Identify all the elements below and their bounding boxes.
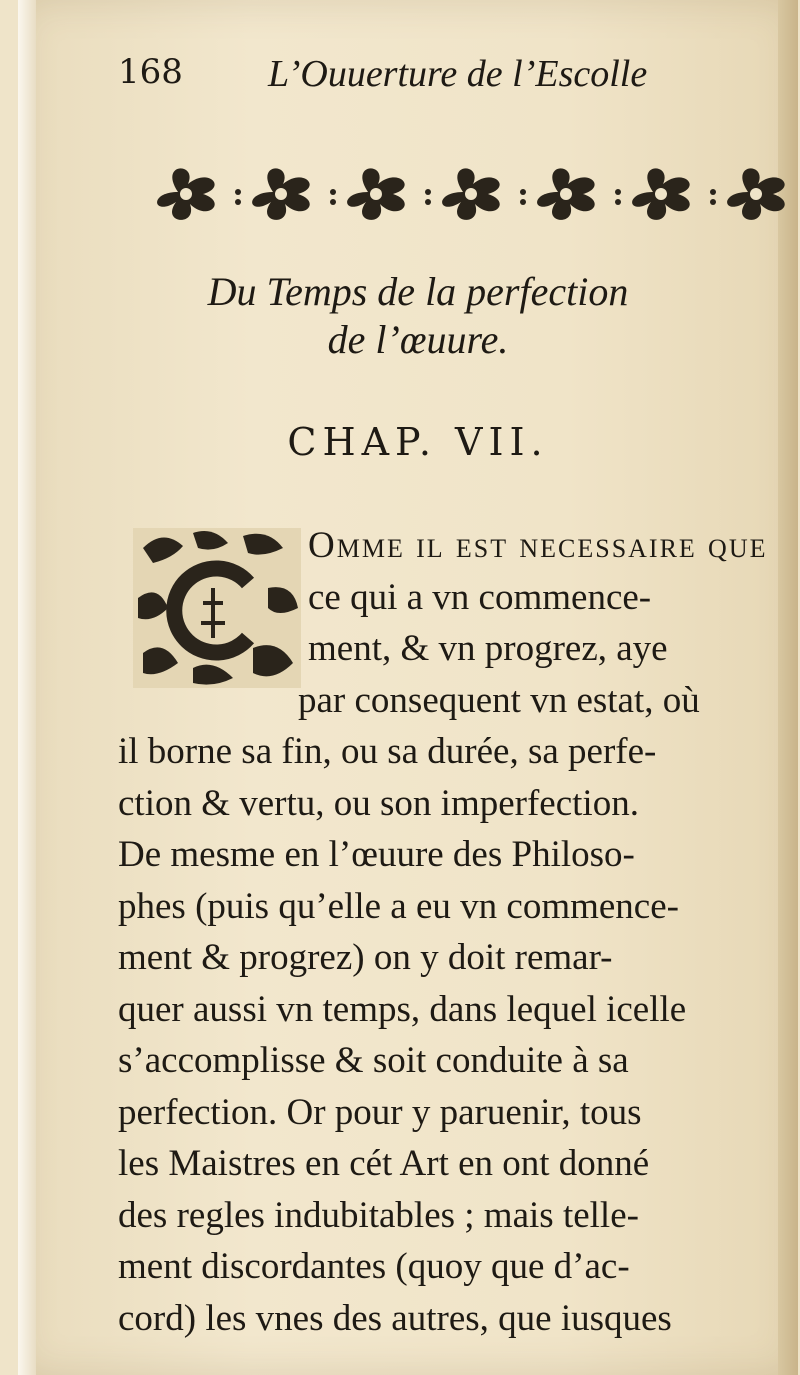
text-line: ction & vertu, ou son imperfection. [118, 782, 639, 824]
running-head: L’Ouuerture de l’Escolle [268, 53, 648, 95]
text-line: par consequent vn estat, où [298, 679, 700, 721]
text-line: phes (puis qu’elle a eu vn commence- [118, 885, 679, 927]
page-number: 168 [118, 52, 183, 92]
text-line: quer aussi vn temps, dans lequel icelle [118, 988, 687, 1030]
text-line: perfection. Or pour y paruenir, tous [118, 1091, 642, 1133]
fleuron-icon [632, 168, 690, 220]
text-line: ment, & vn progrez, aye [308, 628, 668, 669]
text-line: les Maistres en cét Art en ont donné [118, 1143, 650, 1184]
fleuron-icon [347, 168, 405, 220]
text-line: De mesme en l’œuure des Philoso- [118, 834, 635, 875]
book-page [18, 0, 798, 1375]
fleuron-icon [727, 168, 785, 220]
text-line: ment discordantes (quoy que d’ac- [118, 1246, 630, 1287]
page-header [118, 52, 718, 102]
title-line-1: Du Temps de la perfection [207, 269, 629, 314]
text-line: ce qui a vn commence- [308, 576, 652, 618]
text-line: des regles indubitables ; mais telle- [118, 1194, 639, 1236]
text-line: il borne sa fin, ou sa durée, sa perfe- [118, 731, 657, 772]
text-line: Omme il est necessaire que [308, 525, 768, 566]
title-line-2: de l’œuure. [327, 317, 509, 362]
chapter-heading: CHAP. VII. [287, 420, 549, 464]
text-line: ment & progrez) on y doit remar- [118, 937, 613, 978]
chapter-title [118, 268, 718, 364]
fleuron-icon [537, 168, 595, 220]
fleuron-icon [252, 168, 310, 220]
page-gutter [18, 0, 36, 1375]
body-text [118, 520, 786, 1344]
fleuron-icon [442, 168, 500, 220]
fleuron-icon [157, 168, 215, 220]
fleuron-ornament-band [128, 152, 788, 232]
text-line: s’accomplisse & soit conduite à sa [118, 1040, 629, 1081]
text-line: cord) les vnes des autres, que iusques [118, 1297, 672, 1339]
